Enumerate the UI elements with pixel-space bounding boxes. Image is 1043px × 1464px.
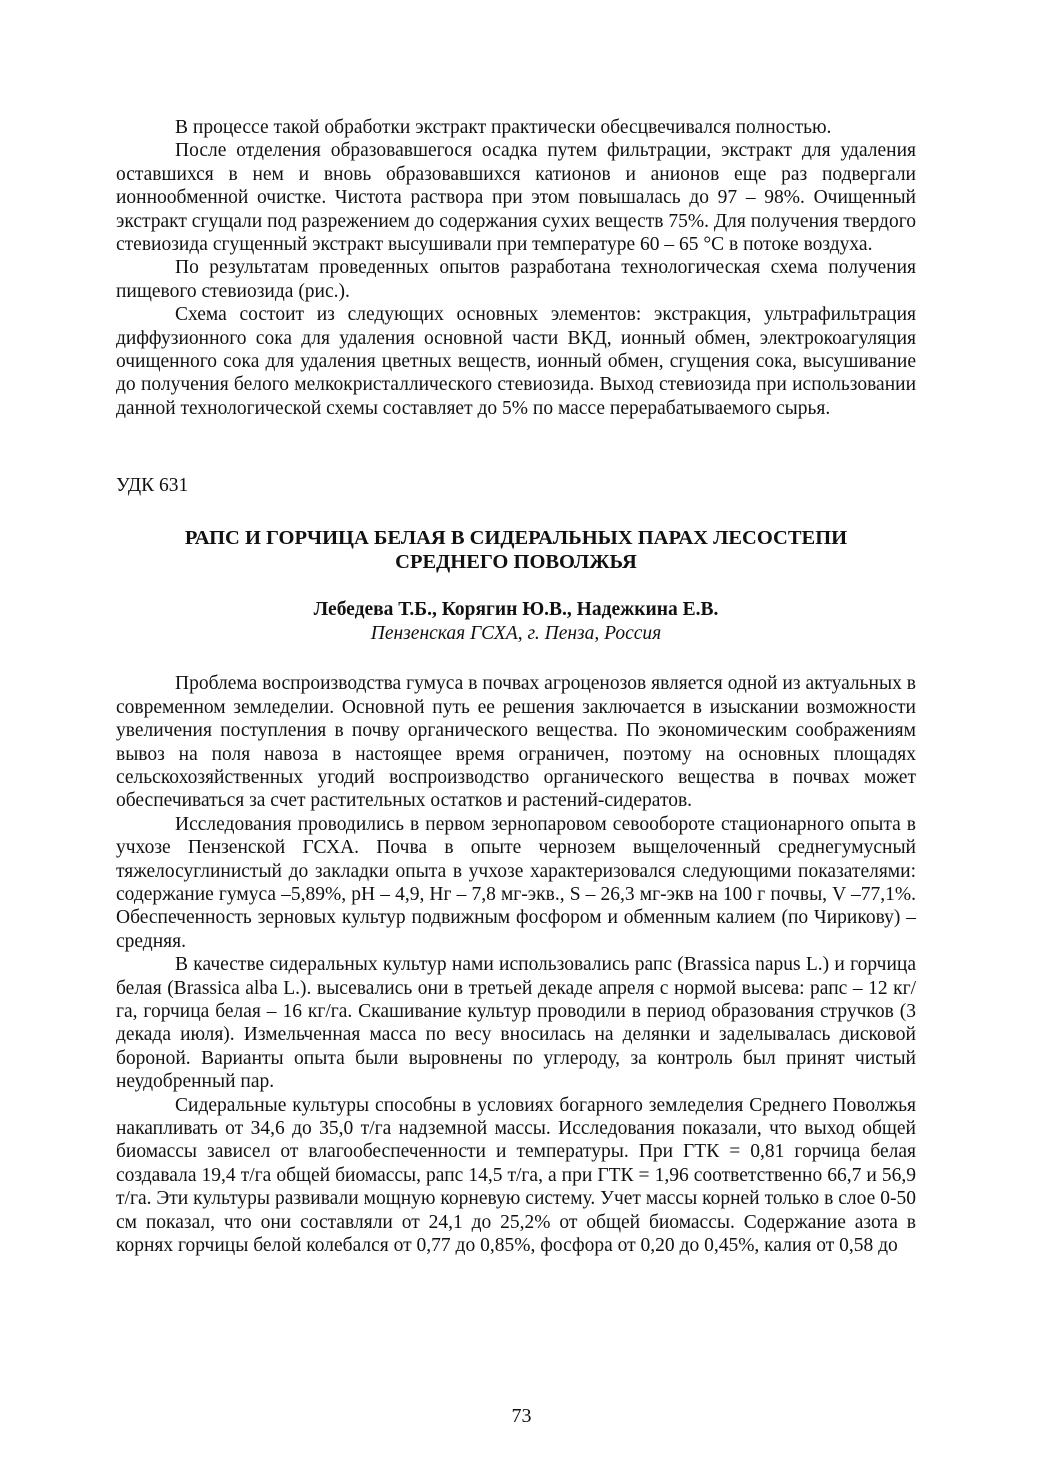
paragraph: После отделения образовавшегося осадка путем фильтрации, экстракт для удаления оставшихся в нем и вновь образовавшихся катионов и анионов еще раз подвергали ионнообменной очистке. Чистота раствора при этом повышалась до 97 – 98%. Очищенный экстракт сгущали под разрежением до содержания сухих веществ 75%. Для получения твердого стевиозида сгущенный экстракт высушивали при температуре 60 – 65 °С в потоке воздуха. — [116, 140, 916, 256]
article-affiliation: Пензенская ГСХА, г. Пенза, Россия — [370, 623, 662, 645]
page-number: 73 — [511, 1405, 532, 1427]
page-content — [116, 116, 916, 1257]
paragraph: Сидеральные культуры способны в условиях богарного земледелия Среднего Поволжья накапливать от 34,6 до 35,0 т/га надземной массы. Исследования показали, что выход общей биомассы зависел от влагообеспеченности и температуры. При ГТК = 0,81 горчица белая создавала 19,4 т/га общей биомассы, рапс 14,5 т/га, а при ГТК = 1,96 соответственно 66,7 и 56,9 т/га. Эти культуры развивали мощную корневую систему. Учет массы корней только в слое 0-50 см показал, что они составляли от 24,1 до 25,2% от общей биомассы. Содержание азота в корнях горчицы белой колебался от 0,77 до 0,85%, фосфора от 0,20 до 0,45%, калия от 0,58 до — [116, 1094, 916, 1257]
article-body — [116, 672, 916, 1257]
article-authors: Лебедева Т.Б., Корягин Ю.В., Надежкина Е.В. — [313, 599, 719, 621]
paragraph: По результатам проведенных опытов разработана технологическая схема получения пищевого стевиозида (рис.). — [116, 257, 916, 302]
paragraph: В процессе такой обработки экстракт практически обесцвечивался полностью. — [175, 117, 832, 138]
article-title-line-1: РАПС И ГОРЧИЦА БЕЛАЯ В СИДЕРАЛЬНЫХ ПАРАХ ЛЕСОСТЕПИ — [184, 527, 848, 550]
paragraph: Проблема воспроизводства гумуса в почвах агроценозов является одной из актуальных в современном земледелии. Основной путь ее решения заключается в изыскании возможности увеличения поступления в почву органического вещества. По экономическим соображениям вывоз на поля навоза в настоящее время ограничен, поэтому на основных площадях сельскохозяйственных угодий воспроизводство органического вещества в почвах может обеспечиваться за счет растительных остатков и растений-сидератов. — [116, 673, 916, 812]
paragraph: Схема состоит из следующих основных элементов: экстракция, ультрафильтрация диффузионного сока для удаления основной части ВКД, ионный обмен, электрокоагуляция очищенного сока для удаления цветных веществ, ионный обмен, сгущения сока, высушивание до получения белого мелкокристаллического стевиозида. Выход стевиозида при использовании данной технологической схемы составляет до 5% по массе перерабатываемого сырья. — [116, 304, 916, 419]
previous-article-ending — [116, 116, 916, 420]
article-title — [116, 526, 916, 574]
article-title-line-2: СРЕДНЕГО ПОВОЛЖЬЯ — [395, 551, 637, 574]
udk-code: УДК 631 — [116, 475, 189, 497]
paragraph: В качестве сидеральных культур нами использовались рапс (Brassica napus L.) и горчица белая (Brassica alba L.). высевались они в третьей декаде апреля с нормой высева: рапс – 12 кг/га, горчица белая – 16 кг/га. Скашивание культур проводили в период образования стручков (3 декада июля). Измельченная масса по весу вносилась на делянки и заделывалась дисковой бороной. Варианты опыта были выровнены по углероду, за контроль был принят чистый неудобренный пар. — [116, 954, 916, 1093]
paragraph: Исследования проводились в первом зернопаровом севообороте стационарного опыта в учхозе Пензенской ГСХА. Почва в опыте чернозем выщелоченный среднегумусный тяжелосуглинистый до закладки опыта в учхозе характеризовался следующими показателями: содержание гумуса –5,89%, pH – 4,9, Hг – 7,8 мг-экв., S – 26,3 мг-экв на 100 г почвы, V –77,1%. Обеспеченность зерновых культур подвижным фосфором и обменным калием (по Чирикову) – средняя. — [116, 813, 916, 952]
